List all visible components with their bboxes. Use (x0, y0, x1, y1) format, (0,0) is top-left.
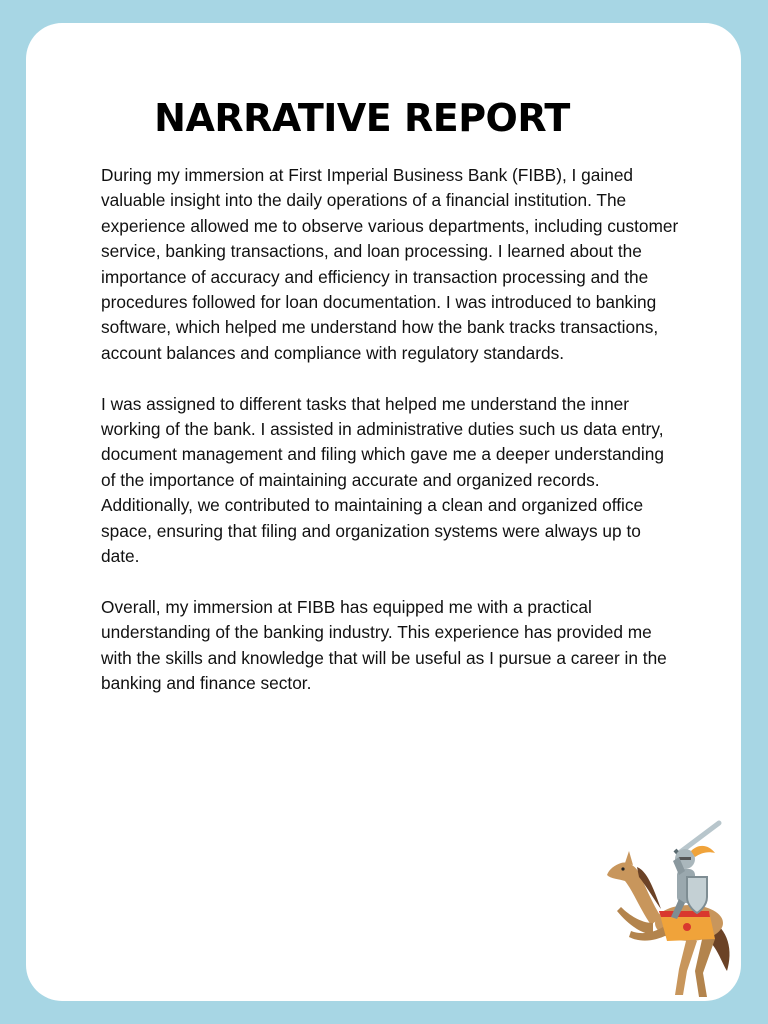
paragraph-3: Overall, my immersion at FIBB has equipped me with a practical understanding of the banking industry. This experience has provided me with the skills and knowledge that will be useful as I pursue a career in the banking and finance sector. (101, 596, 667, 694)
paragraph-2: I was assigned to different tasks that helped me understand the inner working of the bank. I assisted in administrative duties such us data entry, document management and filing which gave me a deeper understanding of the importance of maintaining accurate and organized records. Additionally, we contributed to maintaining a clean and organized office space, ensuring that filing and organization systems were always up to date. (101, 393, 664, 567)
paragraph-1: During my immersion at First Imperial Business Bank (FIBB), I gained valuable insight into the daily operations of a financial institution. The experience allowed me to observe various departments, including customer service, banking transactions, and loan processing. I learned about the importance of accuracy and efficiency in transaction processing and the procedures followed for loan documentation. I was introduced to banking software, which helped me understand how the bank tracks transactions, account balances and compliance with regulatory standards. (101, 165, 679, 363)
report-body (101, 163, 679, 722)
knight-on-horse-icon (591, 811, 741, 1001)
report-title: NARRATIVE REPORT (154, 96, 570, 140)
report-page (26, 23, 741, 1001)
